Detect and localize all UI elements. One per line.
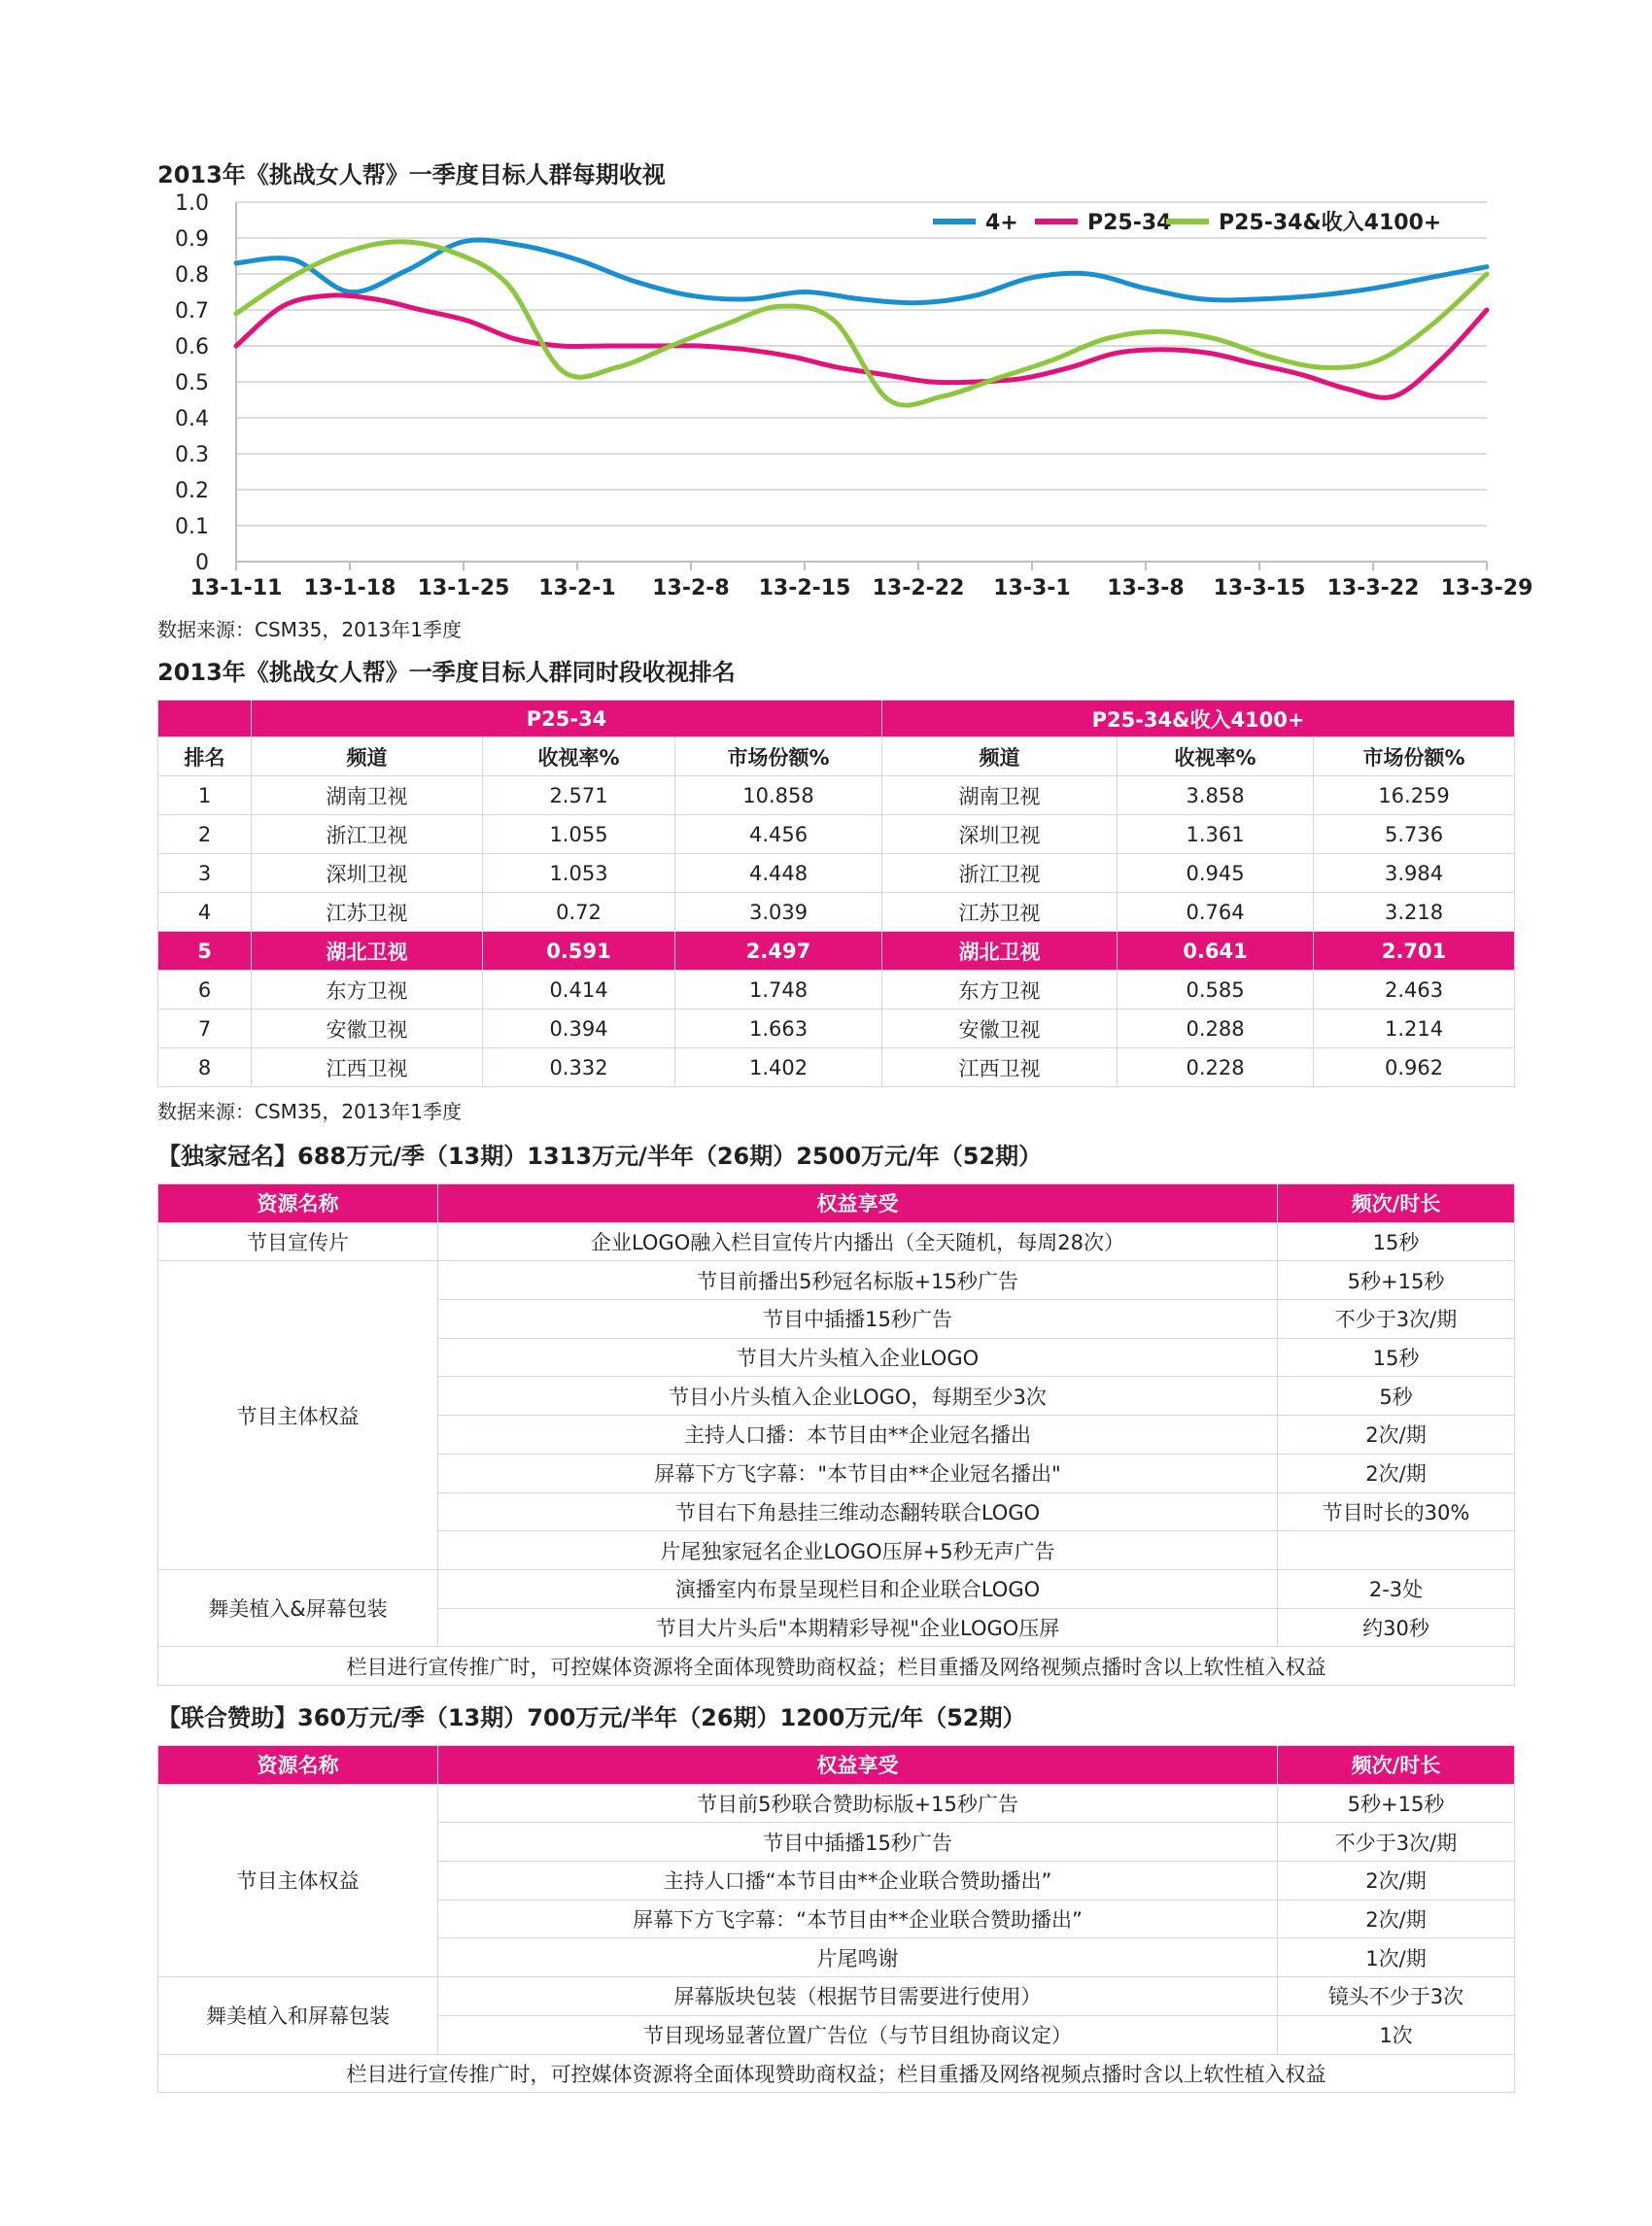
channel-cell: 浙江卫视	[882, 854, 1118, 893]
joint-header-row	[158, 1746, 1515, 1785]
y-tick-label: 0.5	[175, 371, 209, 395]
table-row	[158, 815, 1515, 854]
y-tick-label: 0.7	[175, 299, 209, 324]
table-note-row	[158, 2054, 1515, 2093]
frequency-cell: 2次/期	[1278, 1862, 1515, 1901]
rating-cell: 0.332	[483, 1048, 675, 1087]
frequency-cell: 1次	[1278, 2015, 1515, 2054]
chart-axes	[175, 191, 1532, 600]
rank-cell: 3	[158, 854, 252, 893]
ranking-source: 数据来源：CSM35，2013年1季度	[157, 1100, 462, 1123]
channel-cell: 江苏卫视	[252, 893, 483, 932]
channel-cell: 江西卫视	[882, 1048, 1118, 1087]
rating-cell: 0.394	[483, 1010, 675, 1048]
ranking-title: 2013年《挑战女人帮》一季度目标人群同时段收视排名	[157, 659, 736, 686]
header-frequency: 频次/时长	[1278, 1746, 1515, 1785]
exclusive-note: 栏目进行宣传推广时，可控媒体资源将全面体现赞助商权益；栏目重播及网络视频点播时含以上软性植入权益	[158, 1647, 1515, 1686]
frequency-cell: 2-3处	[1278, 1569, 1515, 1608]
frequency-cell: 节目时长的30%	[1278, 1492, 1515, 1531]
header-resource: 资源名称	[158, 1184, 438, 1223]
header-share: 市场份额%	[1314, 737, 1515, 776]
chart-title: 2013年《挑战女人帮》一季度目标人群每期收视	[157, 161, 666, 188]
rank-cell: 6	[158, 971, 252, 1010]
group-stage: 舞美植入&屏幕包装	[158, 1569, 438, 1646]
frequency-cell: 5秒+15秒	[1278, 1261, 1515, 1300]
y-tick-label: 0.8	[175, 263, 209, 288]
channel-cell: 湖北卫视	[882, 932, 1118, 971]
legend-label: P25-34&收入4100+	[1219, 211, 1442, 235]
share-cell: 3.984	[1314, 854, 1515, 893]
channel-cell: 浙江卫视	[252, 815, 483, 854]
channel-cell: 深圳卫视	[882, 815, 1118, 854]
y-tick-label: 0.9	[175, 227, 209, 252]
group-main: 节目主体权益	[158, 1261, 438, 1570]
exclusive-title: 【独家冠名】688万元/季（13期）1313万元/半年（26期）2500万元/年（52期）	[157, 1143, 1043, 1170]
legend-label: 4+	[985, 211, 1018, 235]
rank-cell: 8	[158, 1048, 252, 1087]
table-row	[158, 1222, 1515, 1261]
share-cell: 10.858	[675, 776, 882, 815]
frequency-cell: 5秒	[1278, 1377, 1515, 1416]
rank-cell: 1	[158, 776, 252, 815]
chart-legend	[933, 210, 1441, 235]
benefit-cell: 屏幕下方飞字幕：“本节目由**企业联合赞助播出”	[438, 1900, 1278, 1938]
benefit-cell: 节目前播出5秒冠名标版+15秒广告	[438, 1261, 1278, 1300]
ranking-corner-cell	[158, 701, 252, 737]
rank-cell: 5	[158, 932, 252, 971]
x-tick-label: 13-2-22	[872, 576, 965, 600]
benefit-cell: 企业LOGO融入栏目宣传片内播出（全天随机，每周28次）	[438, 1222, 1278, 1261]
channel-cell: 湖南卫视	[252, 776, 483, 815]
share-cell: 4.448	[675, 854, 882, 893]
benefit-cell: 节目大片头后"本期精彩导视"企业LOGO压屏	[438, 1608, 1278, 1647]
chart-series	[236, 240, 1487, 405]
channel-cell: 东方卫视	[882, 971, 1118, 1010]
x-tick-label: 13-3-15	[1213, 576, 1306, 600]
benefit-cell: 节目中插播15秒广告	[438, 1300, 1278, 1339]
legend-label: P25-34	[1087, 211, 1172, 235]
y-tick-label: 0.6	[175, 335, 209, 360]
benefit-cell: 屏幕版块包装（根据节目需要进行使用）	[438, 1977, 1278, 2016]
benefit-cell: 片尾鸣谢	[438, 1938, 1278, 1977]
x-tick-label: 13-2-1	[538, 576, 616, 600]
ranking-column-header-row	[158, 737, 1515, 776]
x-tick-label: 13-3-1	[993, 576, 1071, 600]
x-tick-label: 13-1-25	[417, 576, 510, 600]
rating-cell: 3.858	[1118, 776, 1314, 815]
benefit-cell: 节目右下角悬挂三维动态翻转联合LOGO	[438, 1492, 1278, 1531]
frequency-cell: 15秒	[1278, 1222, 1515, 1261]
ranking-table	[157, 700, 1515, 1087]
rating-cell: 2.571	[483, 776, 675, 815]
frequency-cell: 不少于3次/期	[1278, 1300, 1515, 1339]
joint-table	[157, 1745, 1515, 2093]
exclusive-table	[157, 1183, 1515, 1686]
rank-cell: 4	[158, 893, 252, 932]
benefit-cell: 节目现场显著位置广告位（与节目组协商议定）	[438, 2015, 1278, 2054]
x-tick-label: 13-3-29	[1440, 576, 1533, 600]
benefit-cell: 演播室内布景呈现栏目和企业联合LOGO	[438, 1569, 1278, 1608]
frequency-cell: 2次/期	[1278, 1900, 1515, 1938]
table-row	[158, 1261, 1515, 1300]
rating-cell: 0.288	[1118, 1010, 1314, 1048]
group-stage: 舞美植入和屏幕包装	[158, 1977, 438, 2054]
rating-cell: 0.641	[1118, 932, 1314, 971]
share-cell: 2.463	[1314, 971, 1515, 1010]
ranking-group-2: P25-34&收入4100+	[882, 701, 1515, 737]
share-cell: 1.748	[675, 971, 882, 1010]
y-tick-label: 0.2	[175, 479, 209, 503]
x-tick-label: 13-1-18	[303, 576, 396, 600]
channel-cell: 湖南卫视	[882, 776, 1118, 815]
channel-cell: 江西卫视	[252, 1048, 483, 1087]
frequency-cell: 2次/期	[1278, 1416, 1515, 1455]
benefit-cell: 主持人口播“本节目由**企业联合赞助播出”	[438, 1862, 1278, 1901]
header-benefit: 权益享受	[438, 1184, 1278, 1223]
y-tick-label: 0.4	[175, 407, 209, 431]
y-tick-label: 1.0	[175, 191, 209, 216]
share-cell: 3.218	[1314, 893, 1515, 932]
rating-cell: 0.585	[1118, 971, 1314, 1010]
chart-source: 数据来源：CSM35，2013年1季度	[157, 618, 462, 641]
benefit-cell: 节目小片头植入企业LOGO，每期至少3次	[438, 1377, 1278, 1416]
y-tick-label: 0.3	[175, 443, 209, 467]
joint-note: 栏目进行宣传推广时，可控媒体资源将全面体现赞助商权益；栏目重播及网络视频点播时含以上软性植入权益	[158, 2054, 1515, 2093]
share-cell: 2.497	[675, 932, 882, 971]
x-tick-label: 13-3-22	[1326, 576, 1420, 600]
header-channel: 频道	[252, 737, 483, 776]
frequency-cell: 镜头不少于3次	[1278, 1977, 1515, 2016]
table-row	[158, 932, 1515, 971]
header-resource: 资源名称	[158, 1746, 438, 1785]
ranking-group-1: P25-34	[252, 701, 882, 737]
header-benefit: 权益享受	[438, 1746, 1278, 1785]
x-tick-label: 13-2-15	[758, 576, 851, 600]
table-row	[158, 1010, 1515, 1048]
frequency-cell: 不少于3次/期	[1278, 1823, 1515, 1862]
frequency-cell	[1278, 1531, 1515, 1570]
header-frequency: 频次/时长	[1278, 1184, 1515, 1223]
x-tick-label: 13-2-8	[652, 576, 730, 600]
frequency-cell: 1次/期	[1278, 1938, 1515, 1977]
rank-cell: 7	[158, 1010, 252, 1048]
share-cell: 1.214	[1314, 1010, 1515, 1048]
channel-cell: 安徽卫视	[882, 1010, 1118, 1048]
table-row	[158, 1048, 1515, 1087]
x-tick-label: 13-3-8	[1107, 576, 1185, 600]
share-cell: 2.701	[1314, 932, 1515, 971]
frequency-cell: 约30秒	[1278, 1608, 1515, 1647]
rating-cell: 0.764	[1118, 893, 1314, 932]
benefit-cell: 主持人口播：本节目由**企业冠名播出	[438, 1416, 1278, 1455]
viewership-line-chart	[0, 0, 1652, 612]
rating-cell: 0.228	[1118, 1048, 1314, 1087]
channel-cell: 湖北卫视	[252, 932, 483, 971]
channel-cell: 江苏卫视	[882, 893, 1118, 932]
series-line-3	[236, 242, 1487, 405]
table-row	[158, 1569, 1515, 1608]
group-main: 节目主体权益	[158, 1784, 438, 1976]
rating-cell: 1.361	[1118, 815, 1314, 854]
rating-cell: 1.055	[483, 815, 675, 854]
share-cell: 4.456	[675, 815, 882, 854]
table-row	[158, 1977, 1515, 2016]
benefit-cell: 节目前5秒联合赞助标版+15秒广告	[438, 1784, 1278, 1823]
frequency-cell: 2次/期	[1278, 1454, 1515, 1492]
y-tick-label: 0.1	[175, 515, 209, 539]
x-tick-label: 13-1-11	[189, 576, 283, 600]
rank-cell: 2	[158, 815, 252, 854]
benefit-cell: 节目中插播15秒广告	[438, 1823, 1278, 1862]
group-promo: 节目宣传片	[158, 1222, 438, 1261]
header-rating: 收视率%	[1118, 737, 1314, 776]
share-cell: 0.962	[1314, 1048, 1515, 1087]
header-channel: 频道	[882, 737, 1118, 776]
rating-cell: 1.053	[483, 854, 675, 893]
share-cell: 3.039	[675, 893, 882, 932]
benefit-cell: 片尾独家冠名企业LOGO压屏+5秒无声广告	[438, 1531, 1278, 1570]
share-cell: 16.259	[1314, 776, 1515, 815]
channel-cell: 深圳卫视	[252, 854, 483, 893]
table-row	[158, 893, 1515, 932]
channel-cell: 东方卫视	[252, 971, 483, 1010]
header-share: 市场份额%	[675, 737, 882, 776]
y-tick-label: 0	[195, 551, 209, 575]
channel-cell: 安徽卫视	[252, 1010, 483, 1048]
rating-cell: 0.591	[483, 932, 675, 971]
frequency-cell: 15秒	[1278, 1338, 1515, 1377]
rating-cell: 0.945	[1118, 854, 1314, 893]
frequency-cell: 5秒+15秒	[1278, 1784, 1515, 1823]
table-row	[158, 971, 1515, 1010]
joint-title: 【联合赞助】360万元/季（13期）700万元/半年（26期）1200万元/年（52期）	[157, 1704, 1026, 1731]
exclusive-header-row	[158, 1184, 1515, 1223]
share-cell: 1.663	[675, 1010, 882, 1048]
table-row	[158, 854, 1515, 893]
header-rating: 收视率%	[483, 737, 675, 776]
table-row	[158, 1784, 1515, 1823]
rating-cell: 0.414	[483, 971, 675, 1010]
benefit-cell: 节目大片头植入企业LOGO	[438, 1338, 1278, 1377]
benefit-cell: 屏幕下方飞字幕："本节目由**企业冠名播出"	[438, 1454, 1278, 1492]
header-rank: 排名	[158, 737, 252, 776]
series-line-1	[236, 240, 1487, 303]
table-row	[158, 776, 1515, 815]
share-cell: 1.402	[675, 1048, 882, 1087]
rating-cell: 0.72	[483, 893, 675, 932]
table-note-row	[158, 1647, 1515, 1686]
share-cell: 5.736	[1314, 815, 1515, 854]
ranking-group-header-row	[158, 701, 1515, 737]
